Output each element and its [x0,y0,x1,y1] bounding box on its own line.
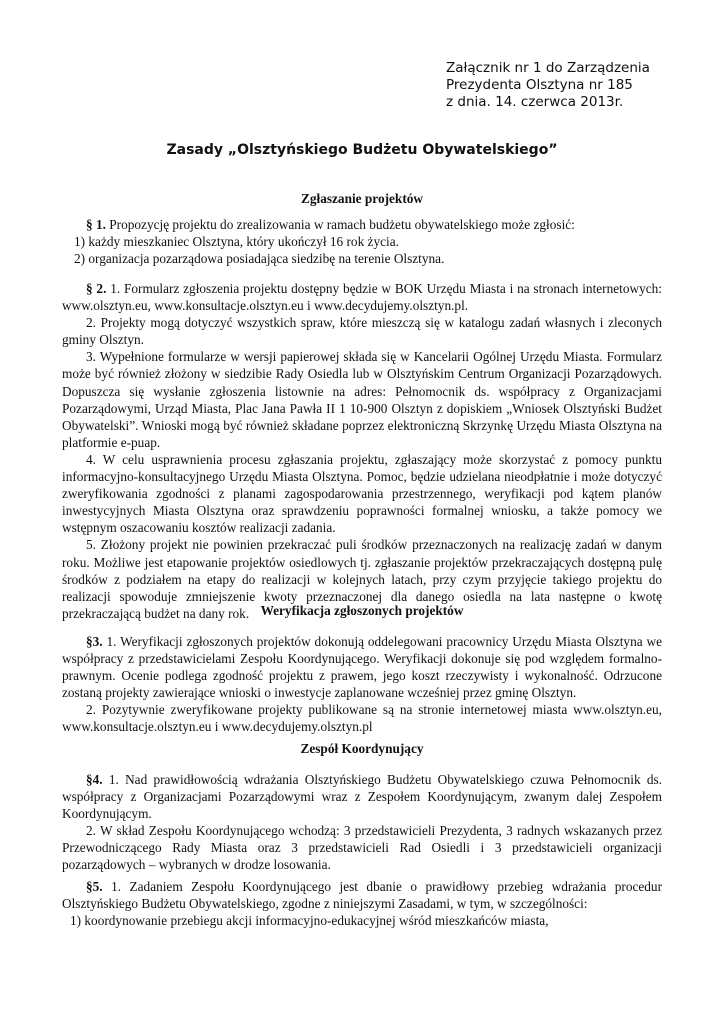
paragraph-number: §3. [86,634,103,649]
paragraph-number: §5. [86,879,103,894]
annex-line-1: Załącznik nr 1 do Zarządzenia [446,60,650,76]
paragraph-number: § 1. [86,217,106,232]
paragraph-text: Propozycję projektu do zrealizowania w ramach budżetu obywatelskiego może zgłosić: [105,217,575,232]
document-title: Zasady „Olsztyńskiego Budżetu Obywatelskiego” [166,142,558,158]
annex-line-3: z dnia. 14. czerwca 2013r. [446,94,624,110]
list-item: 1) każdy mieszkaniec Olsztyna, który ukończył 16 rok życia. [74,234,399,250]
section-submission [62,190,662,207]
section-coordinating-team [62,740,662,757]
paragraph-text: 3. Wypełnione formularze w wersji papierowej składa się w Kancelarii Ogólnej Urzędu Miasta. Formularz może być również złożony w siedzibie Rady Osiedla lub w Olsztyńskim Centrum Organizacji Pozarządowych. Dopuszcza się wysłanie zgłoszenia listownie na adres: Pełnomocnik ds. współpracy z Organizacjami Pozarządowymi, Urząd Miasta, Plac Jana Pawła II 1 10-900 Olsztyn z dopiskiem „Wniosek Olsztyński Budżet Obywatelski”. Wnioski mogą być również składane poprzez elektroniczną Skrzynkę Urzędu Miasta Olsztyna na platformie e-puap. [62,349,662,450]
section-heading-coordinating-team: Zespół Koordynujący [300,741,424,756]
paragraph-text: 5. Złożony projekt nie powinien przekraczać puli środków przeznaczonych na realizację zadań w danym roku. Możliwe jest etapowanie projektów osiedlowych tj. zgłaszanie projektów przekraczających dostępną pulę środków z podziałem na etapy do realizacji w kolejnych latach, przy czym przyjęcie takiego projektu do realizacji spowoduje zmniejszenie kwoty przeznaczonej dla danego osiedla na lata następne o kwotę przekraczającą budżet na dany rok. [62,537,662,621]
paragraph-text: 2. Projekty mogą dotyczyć wszystkich spraw, które mieszczą się w katalogu zadań własnych i zleconych gminy Olsztyn. [62,315,662,348]
paragraph-4 [62,771,662,874]
list-item: 2) organizacja pozarządowa posiadająca siedzibę na terenie Olsztyna. [74,251,445,267]
paragraph-text: 1. Formularz zgłoszenia projektu dostępny będzie w BOK Urzędu Miasta i na stronach internetowych: www.olsztyn.eu, www.konsultacje.olsztyn.eu i www.decydujemy.olsztyn.pl. [62,281,662,314]
paragraph-number: § 2. [86,281,107,296]
list-item: 1) koordynowanie przebiegu akcji informacyjno-edukacyjnej wśród mieszkańców miasta, [70,913,549,929]
section-verification [62,602,662,619]
annex-line-2: Prezydenta Olsztyna nr 185 [446,77,633,93]
paragraph-text: 4. W celu usprawnienia procesu zgłaszania projektu, zgłaszający może skorzystać z pomocy punktu informacyjno-konsultacyjnego Urzędu Miasta Olsztyna. Pomoc, będzie udzielana nieodpłatnie i może dotyczyć zweryfikowania zgodności z planami zagospodarowania przestrzennego, weryfikacji pod kątem planów inwestycyjnych Miasta Olsztyna oraz sprawdzeniu poprawności formalnej wniosku, a także pomocy we wstępnym oszacowaniu kosztów realizacji zadania. [62,451,662,536]
annex-note [446,60,650,111]
paragraph-text: 1. Zadaniem Zespołu Koordynującego jest dbanie o prawidłowy przebieg wdrażania procedur Olsztyńskiego Budżetu Obywatelskiego, zgodne z niniejszymi Zasadami, w tym, w szczególności: [62,879,662,912]
paragraph-3 [62,633,662,736]
paragraph-2 [62,280,662,622]
paragraph-text: 1. Nad prawidłowością wdrażania Olsztyńskiego Budżetu Obywatelskiego czuwa Pełnomocnik ds. współpracy z Organizacjami Pozarządowymi wraz z Zespołem Koordynującym, zwanym dalej Zespołem Koordynującym. [62,772,662,822]
paragraph-1 [62,216,662,267]
section-heading-verification: Weryfikacja zgłoszonych projektów [260,603,464,618]
paragraph-text: 1. Weryfikacji zgłoszonych projektów dokonują oddelegowani pracownicy Urzędu Miasta Olsztyna we współpracy z przedstawicielami Zespołu Koordynującego. Weryfikacji dokonuje się pod względem formalno-prawnym. Ocenie podlega zgodność projektu z prawem, jego koszt rzeczywisty i wykonalność. Odrzucone zostaną projekty zawierające wnioski o inwestycje zaplanowane wcześniej przez gminę Olsztyn. [62,634,662,701]
paragraph-5 [62,878,662,929]
paragraph-text: 2. Pozytywnie zweryfikowane projekty publikowane są na stronie internetowej miasta www.olsztyn.eu, www.konsultacje.olsztyn.eu i www.decydujemy.olsztyn.pl [62,702,662,735]
paragraph-number: §4. [86,772,103,787]
section-heading-submission: Zgłaszanie projektów [300,191,423,206]
paragraph-text: 2. W skład Zespołu Koordynującego wchodzą: 3 przedstawicieli Prezydenta, 3 radnych wskazanych przez Przewodniczącego Rady Miasta oraz 3 przedstawicieli Rad Osiedli i 3 przedstawicieli organizacji pozarządowych – wybranych w drodze losowania. [62,823,662,873]
